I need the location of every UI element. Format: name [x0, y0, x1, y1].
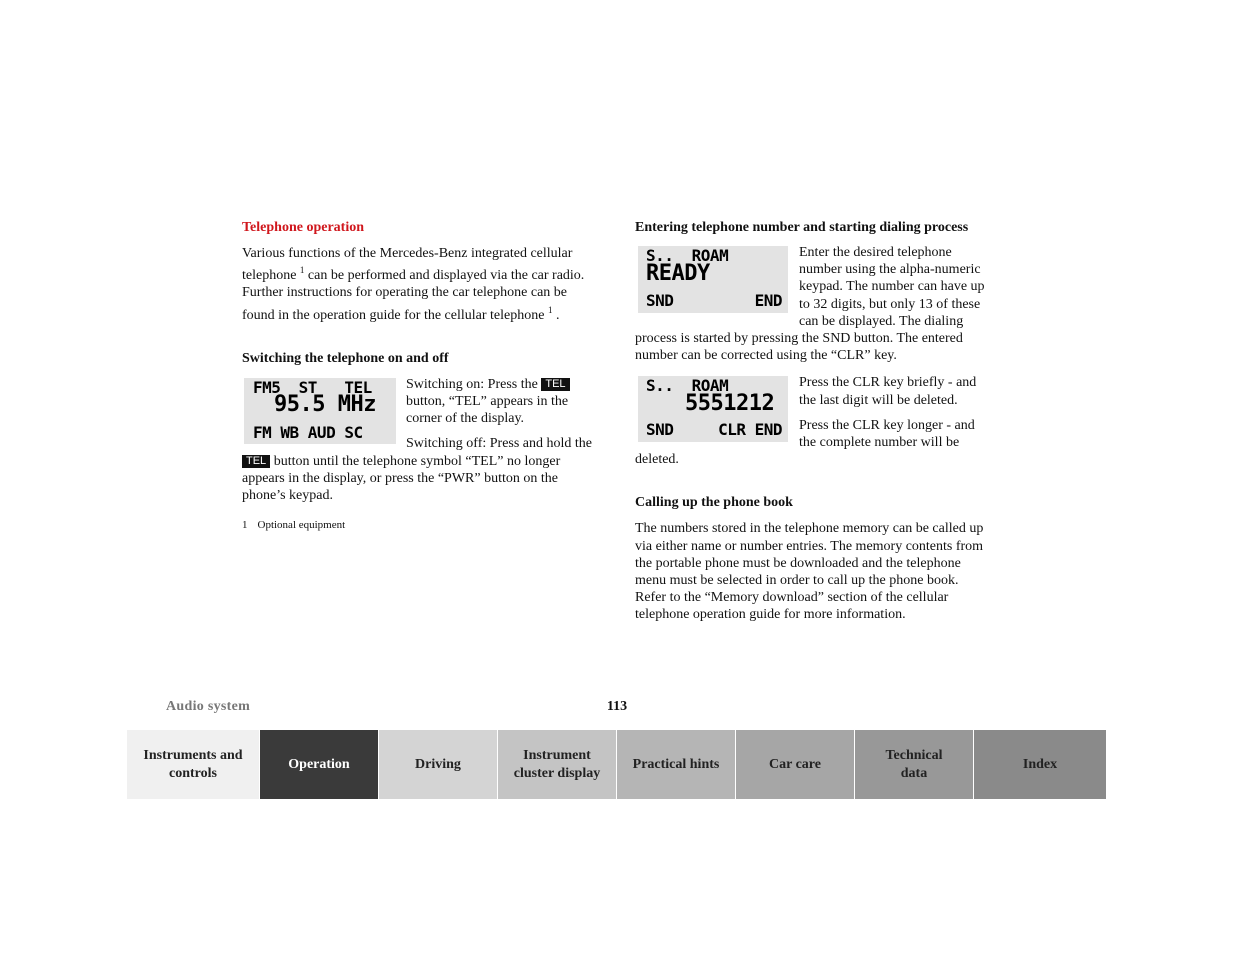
- left-column: [242, 219, 600, 532]
- clr-block: [635, 374, 993, 468]
- lcd-line-3-left: SND: [646, 420, 674, 440]
- entering-block: [635, 244, 993, 364]
- nav-tab-label: Instruments and controls: [143, 747, 243, 781]
- nav-tab-instruments-and-controls[interactable]: [127, 730, 259, 799]
- lcd-line-3-right: CLR END: [718, 420, 782, 440]
- switch-off-text: Switching off: Press and hold the TEL button until the telephone symbol “TEL” no longer appears in the display, or press the “PWR” button on the phone’s keypad.: [242, 436, 593, 504]
- enter-number-text: Enter the desired telephone number using the alpha-numeric keypad. The number can have up to 32 digits, but only 13 of these can be displayed. The dialing process is started by pressing the SND button. The entered number can be corrected using the “CLR” key.: [635, 245, 985, 364]
- intro-paragraph: [242, 245, 600, 324]
- nav-tab-label: Practical hints: [632, 756, 720, 772]
- intro-text-b: can be performed and displayed via the car radio. Further instructions for operating the car telephone can be found in the operation guide for the cellular telephone: [242, 268, 585, 323]
- tel-button-icon: TEL: [541, 378, 569, 391]
- tel-button-icon: TEL: [242, 455, 270, 468]
- nav-tab-label: Car care: [769, 756, 821, 772]
- page-number: 113: [606, 699, 628, 714]
- lcd-line-3: FM WB AUD SC: [253, 422, 363, 442]
- lcd-line-3-left: SND: [646, 291, 674, 310]
- nav-tab-label: Index: [1022, 756, 1058, 772]
- clr-brief-text: Press the CLR key briefly - and the last digit will be deleted.: [799, 375, 977, 408]
- section-heading-telephone-operation: Telephone operation: [242, 220, 364, 235]
- nav-tab-index[interactable]: [973, 730, 1106, 799]
- nav-tab-label: Technical data: [885, 747, 943, 781]
- lcd-line-2: 5551212: [685, 391, 775, 417]
- lcd-line-2: READY: [646, 261, 710, 286]
- section-heading-entering-number: Entering telephone number and starting dialing process: [635, 220, 969, 235]
- nav-tab-label: Driving: [415, 756, 461, 772]
- intro-text-c: .: [552, 307, 560, 323]
- lcd-line-2: 95.5 MHz: [274, 391, 376, 417]
- lcd-line-1: FM5 ST TEL: [253, 377, 372, 397]
- lcd-line-1: S.. ROAM: [646, 246, 729, 265]
- footnote-ref: 1: [299, 265, 305, 276]
- lcd-line-3-right: END: [754, 291, 782, 310]
- nav-tab-technical-data[interactable]: [854, 730, 973, 799]
- section-heading-switching: Switching the telephone on and off: [242, 350, 449, 366]
- nav-tab-label: Instrument cluster display: [513, 747, 601, 781]
- phone-display-number-image: [638, 376, 788, 442]
- chapter-nav-bar: [127, 730, 1106, 799]
- clr-long-text: Press the CLR key longer - and the complete number will be deleted.: [635, 417, 975, 468]
- phone-display-ready-image: [638, 246, 788, 313]
- footnote: 1 Optional equipment: [242, 519, 346, 532]
- phone-book-text: The numbers stored in the telephone memory can be called up via either name or number entries. The memory contents from the portable phone must be downloaded and the telephone menu must be selected in order to call up the phone book. Refer to the “Memory download” section of the cellular telephone operation guide for more information.: [635, 521, 984, 623]
- radio-display-image: [244, 378, 396, 444]
- switching-block: [242, 376, 600, 504]
- nav-tab-driving[interactable]: [378, 730, 497, 799]
- nav-tab-car-care[interactable]: [735, 730, 854, 799]
- nav-tab-label: Operation: [288, 756, 350, 772]
- switch-on-text: Switching on: Press the TEL button, “TEL” appears in the corner of the display.: [406, 376, 569, 427]
- nav-tab-instrument-cluster-display[interactable]: [497, 730, 616, 799]
- section-heading-phone-book: Calling up the phone book: [635, 495, 793, 511]
- footnote-ref: 1: [547, 304, 553, 315]
- nav-tab-operation[interactable]: [259, 730, 378, 799]
- nav-tab-practical-hints[interactable]: [616, 730, 735, 799]
- right-column: [635, 219, 993, 624]
- section-label: Audio system: [166, 699, 251, 714]
- lcd-line-1: S.. ROAM: [646, 376, 729, 396]
- intro-text-a: Various functions of the Mercedes-Benz integrated cellular telephone: [242, 246, 573, 284]
